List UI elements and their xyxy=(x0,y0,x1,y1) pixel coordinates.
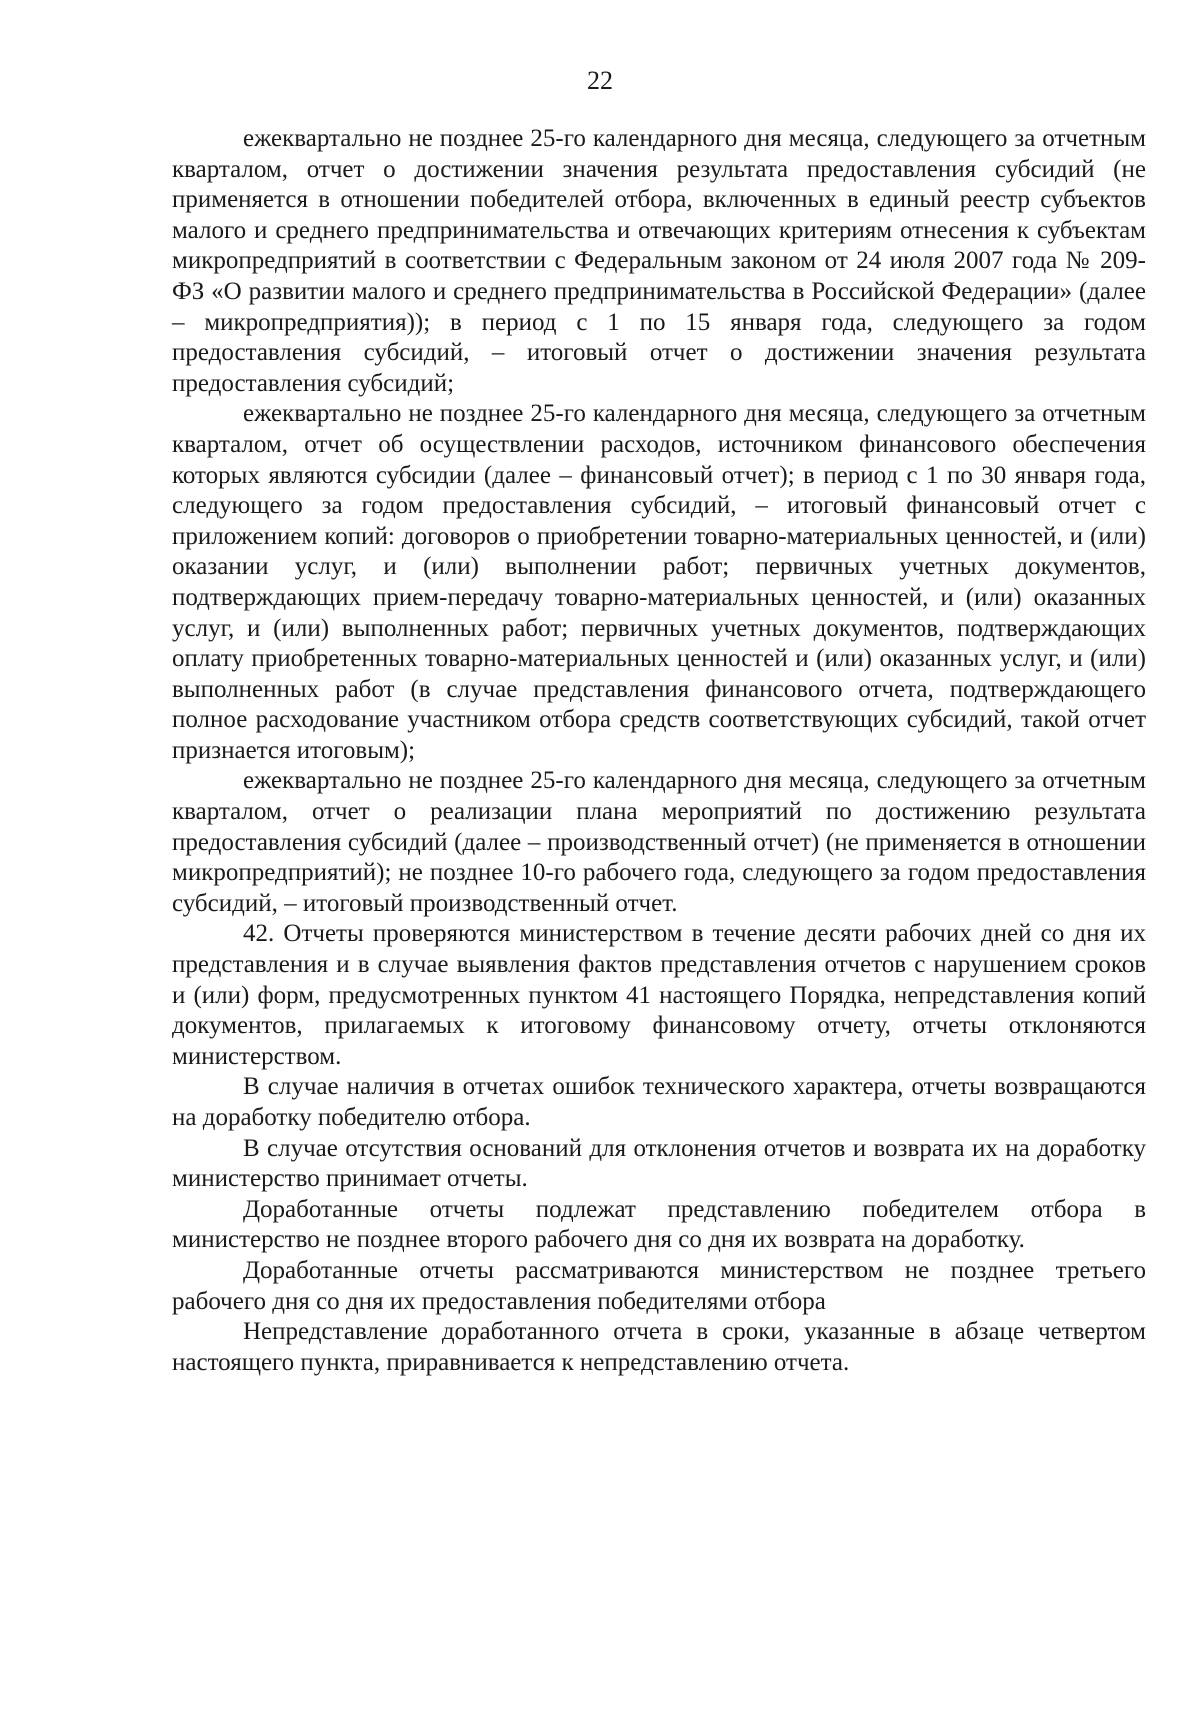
paragraph-technical-errors: В случае наличия в отчетах ошибок технического характера, отчеты возвращаются на доработку победителю отбора. xyxy=(172,1073,1146,1131)
paragraph-revised-review: Доработанные отчеты рассматриваются министерством не позднее третьего рабочего дня со дня их предоставления победителями отбора xyxy=(172,1256,1146,1315)
paragraph-production-report: ежеквартально не позднее 25-го календарного дня месяца, следующего за отчетным кварталом, отчет о реализации плана мероприятий по достижению результата предоставления субсидий (далее – производственный отчет) (не применяется в отношении микропредприятий); не позднее 10-го рабочего года, следующего за годом предоставления субсидий, – итоговый производственный отчет. xyxy=(172,767,1146,917)
document-body xyxy=(172,124,1146,1378)
paragraph-non-submission: Непредставление доработанного отчета в сроки, указанные в абзаце четвертом настоящего пункта, приравнивается к непредставлению отчета. xyxy=(172,1318,1146,1376)
paragraph-quarterly-result-report: ежеквартально не позднее 25-го календарного дня месяца, следующего за отчетным кварталом, отчет о достижении значения результата предоставления субсидий (не применяется в отношении победителей отбора, включенных в единый реестр субъектов малого и среднего предпринимательства и отвечающих критериям отнесения к субъектам микропредприятий в соответствии с Федеральным законом от 24 июля 2007 года № 209-ФЗ «О развитии малого и среднего предпринимательства в Российской Федерации» (далее – микропредприятия)); в период с 1 по 15 января года, следующего за годом предоставления субсидий, – итоговый отчет о достижении значения результата предоставления субсидий; xyxy=(172,125,1146,397)
page-number: 22 xyxy=(587,66,613,95)
paragraph-revised-submission: Доработанные отчеты подлежат представлению победителем отбора в министерство не позднее второго рабочего дня со дня их возврата на доработку. xyxy=(172,1195,1146,1254)
paragraph-item-42: 42. Отчеты проверяются министерством в течение десяти рабочих дней со дня их представления и в случае выявления фактов представления отчетов с нарушением сроков и (или) форм, предусмотренных пунктом 41 настоящего Порядка, непредставления копий документов, прилагаемых к итоговому финансовому отчету, отчеты отклоняются министерством. xyxy=(172,920,1146,1070)
paragraph-reports-accepted: В случае отсутствия оснований для отклонения отчетов и возврата их на доработку министерство принимает отчеты. xyxy=(172,1134,1146,1193)
paragraph-financial-report: ежеквартально не позднее 25-го календарного дня месяца, следующего за отчетным кварталом, отчет об осуществлении расходов, источником финансового обеспечения которых являются субсидии (далее – финансовый отчет); в период с 1 по 30 января года, следующего за годом предоставления субсидий, – итоговый финансовый отчет с приложением копий: договоров о приобретении товарно-материальных ценностей, и (или) оказании услуг, и (или) выполнении работ; первичных учетных документов, подтверждающих прием-передачу товарно-материальных ценностей, и (или) оказанных услуг, и (или) выполненных работ; первичных учетных документов, подтверждающих оплату приобретенных товарно-материальных ценностей и (или) оказанных услуг, и (или) выполненных работ (в случае представления финансового отчета, подтверждающего полное расходование участником отбора средств соответствующих субсидий, такой отчет признается итоговым); xyxy=(172,400,1146,764)
